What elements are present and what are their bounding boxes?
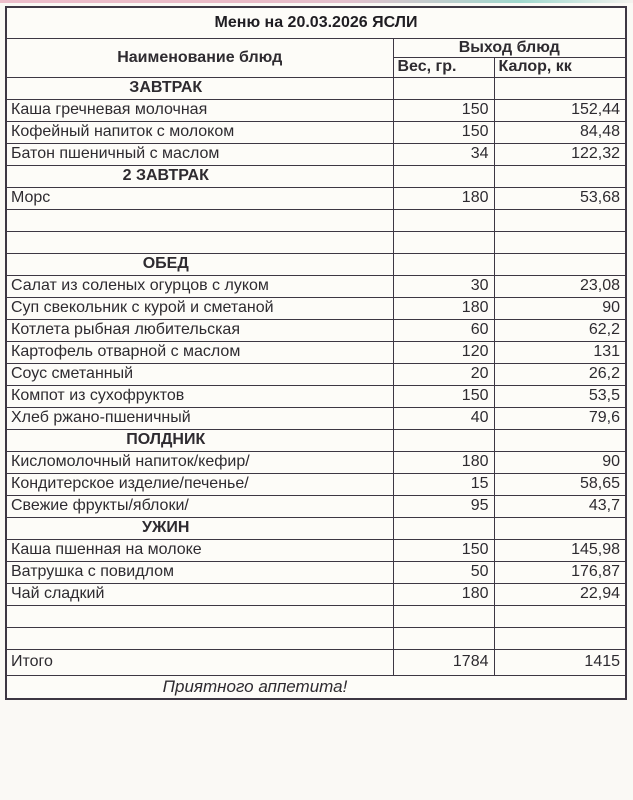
calories-value bbox=[494, 517, 626, 539]
weight-value: 40 bbox=[393, 407, 494, 429]
menu-item-row bbox=[6, 99, 626, 121]
weight-value: 15 bbox=[393, 473, 494, 495]
calories-value: 53,5 bbox=[494, 385, 626, 407]
header-weight-col: Вес, гр. bbox=[393, 57, 494, 77]
section-title: ПОЛДНИК bbox=[6, 429, 393, 451]
section-row bbox=[6, 77, 626, 99]
calories-value: 131 bbox=[494, 341, 626, 363]
footer-row bbox=[6, 675, 626, 699]
menu-item-row bbox=[6, 319, 626, 341]
dish-name bbox=[6, 605, 393, 627]
calories-value bbox=[494, 209, 626, 231]
footer-note: Приятного аппетита! bbox=[6, 675, 626, 699]
dish-name: Суп свекольник с курой и сметаной bbox=[6, 297, 393, 319]
dish-name: Компот из сухофруктов bbox=[6, 385, 393, 407]
weight-value bbox=[393, 605, 494, 627]
weight-value bbox=[393, 209, 494, 231]
calories-value bbox=[494, 165, 626, 187]
dish-name: Кондитерское изделие/печенье/ bbox=[6, 473, 393, 495]
menu-item-row bbox=[6, 297, 626, 319]
dish-name: Хлеб ржано-пшеничный bbox=[6, 407, 393, 429]
dish-name: Ватрушка с повидлом bbox=[6, 561, 393, 583]
weight-value bbox=[393, 627, 494, 649]
menu-item-row bbox=[6, 341, 626, 363]
section-title: ОБЕД bbox=[6, 253, 393, 275]
weight-value: 180 bbox=[393, 451, 494, 473]
menu-item-row bbox=[6, 143, 626, 165]
calories-value: 152,44 bbox=[494, 99, 626, 121]
dish-name bbox=[6, 231, 393, 253]
weight-value: 30 bbox=[393, 275, 494, 297]
weight-value: 180 bbox=[393, 297, 494, 319]
header-cal-col: Калор, кк bbox=[494, 57, 626, 77]
dish-name: Чай сладкий bbox=[6, 583, 393, 605]
menu-item-row bbox=[6, 473, 626, 495]
title-row bbox=[6, 7, 626, 38]
calories-value: 62,2 bbox=[494, 319, 626, 341]
calories-value: 22,94 bbox=[494, 583, 626, 605]
header-row-top bbox=[6, 38, 626, 57]
weight-value: 150 bbox=[393, 539, 494, 561]
calories-value bbox=[494, 77, 626, 99]
section-title: ЗАВТРАК bbox=[6, 77, 393, 99]
section-title: УЖИН bbox=[6, 517, 393, 539]
section-row bbox=[6, 253, 626, 275]
weight-value bbox=[393, 231, 494, 253]
weight-value bbox=[393, 253, 494, 275]
empty-row bbox=[6, 209, 626, 231]
calories-value: 90 bbox=[494, 451, 626, 473]
menu-item-row bbox=[6, 583, 626, 605]
calories-value: 122,32 bbox=[494, 143, 626, 165]
weight-value bbox=[393, 165, 494, 187]
menu-item-row bbox=[6, 187, 626, 209]
weight-value: 150 bbox=[393, 385, 494, 407]
weight-value: 150 bbox=[393, 99, 494, 121]
section-row bbox=[6, 517, 626, 539]
calories-value bbox=[494, 627, 626, 649]
weight-value: 95 bbox=[393, 495, 494, 517]
dish-name: Каша гречневая молочная bbox=[6, 99, 393, 121]
calories-value bbox=[494, 429, 626, 451]
section-row bbox=[6, 429, 626, 451]
section-title: 2 ЗАВТРАК bbox=[6, 165, 393, 187]
total-weight: 1784 bbox=[393, 649, 494, 675]
calories-value: 53,68 bbox=[494, 187, 626, 209]
calories-value: 79,6 bbox=[494, 407, 626, 429]
calories-value: 58,65 bbox=[494, 473, 626, 495]
dish-name bbox=[6, 209, 393, 231]
menu-item-row bbox=[6, 451, 626, 473]
calories-value bbox=[494, 253, 626, 275]
weight-value: 120 bbox=[393, 341, 494, 363]
dish-name: Кофейный напиток с молоком bbox=[6, 121, 393, 143]
empty-row bbox=[6, 627, 626, 649]
menu-title: Меню на 20.03.2026 ЯСЛИ bbox=[6, 7, 626, 38]
total-calories: 1415 bbox=[494, 649, 626, 675]
menu-item-row bbox=[6, 275, 626, 297]
menu-item-row bbox=[6, 407, 626, 429]
weight-value: 150 bbox=[393, 121, 494, 143]
weight-value: 180 bbox=[393, 583, 494, 605]
total-row bbox=[6, 649, 626, 675]
dish-name: Соус сметанный bbox=[6, 363, 393, 385]
weight-value: 34 bbox=[393, 143, 494, 165]
dish-name bbox=[6, 627, 393, 649]
weight-value: 180 bbox=[393, 187, 494, 209]
empty-row bbox=[6, 605, 626, 627]
menu-table bbox=[5, 6, 627, 700]
calories-value: 43,7 bbox=[494, 495, 626, 517]
dish-name: Картофель отварной с маслом bbox=[6, 341, 393, 363]
menu-item-row bbox=[6, 539, 626, 561]
menu-item-row bbox=[6, 121, 626, 143]
calories-value: 145,98 bbox=[494, 539, 626, 561]
dish-name: Салат из соленых огурцов с луком bbox=[6, 275, 393, 297]
section-row bbox=[6, 165, 626, 187]
calories-value: 23,08 bbox=[494, 275, 626, 297]
calories-value: 26,2 bbox=[494, 363, 626, 385]
dish-name: Каша пшенная на молоке bbox=[6, 539, 393, 561]
header-name-col: Наименование блюд bbox=[6, 38, 393, 77]
dish-name: Свежие фрукты/яблоки/ bbox=[6, 495, 393, 517]
menu-item-row bbox=[6, 363, 626, 385]
menu-item-row bbox=[6, 385, 626, 407]
calories-value: 90 bbox=[494, 297, 626, 319]
menu-item-row bbox=[6, 495, 626, 517]
weight-value: 20 bbox=[393, 363, 494, 385]
calories-value: 84,48 bbox=[494, 121, 626, 143]
dish-name: Кисломолочный напиток/кефир/ bbox=[6, 451, 393, 473]
weight-value bbox=[393, 77, 494, 99]
calories-value bbox=[494, 605, 626, 627]
dish-name: Батон пшеничный с маслом bbox=[6, 143, 393, 165]
total-label: Итого bbox=[6, 649, 393, 675]
dish-name: Котлета рыбная любительская bbox=[6, 319, 393, 341]
weight-value bbox=[393, 517, 494, 539]
scan-artifact-line bbox=[0, 0, 633, 3]
calories-value: 176,87 bbox=[494, 561, 626, 583]
weight-value bbox=[393, 429, 494, 451]
empty-row bbox=[6, 231, 626, 253]
header-output-group: Выход блюд bbox=[393, 38, 626, 57]
weight-value: 50 bbox=[393, 561, 494, 583]
weight-value: 60 bbox=[393, 319, 494, 341]
menu-rows bbox=[6, 77, 626, 649]
calories-value bbox=[494, 231, 626, 253]
menu-item-row bbox=[6, 561, 626, 583]
dish-name: Морс bbox=[6, 187, 393, 209]
